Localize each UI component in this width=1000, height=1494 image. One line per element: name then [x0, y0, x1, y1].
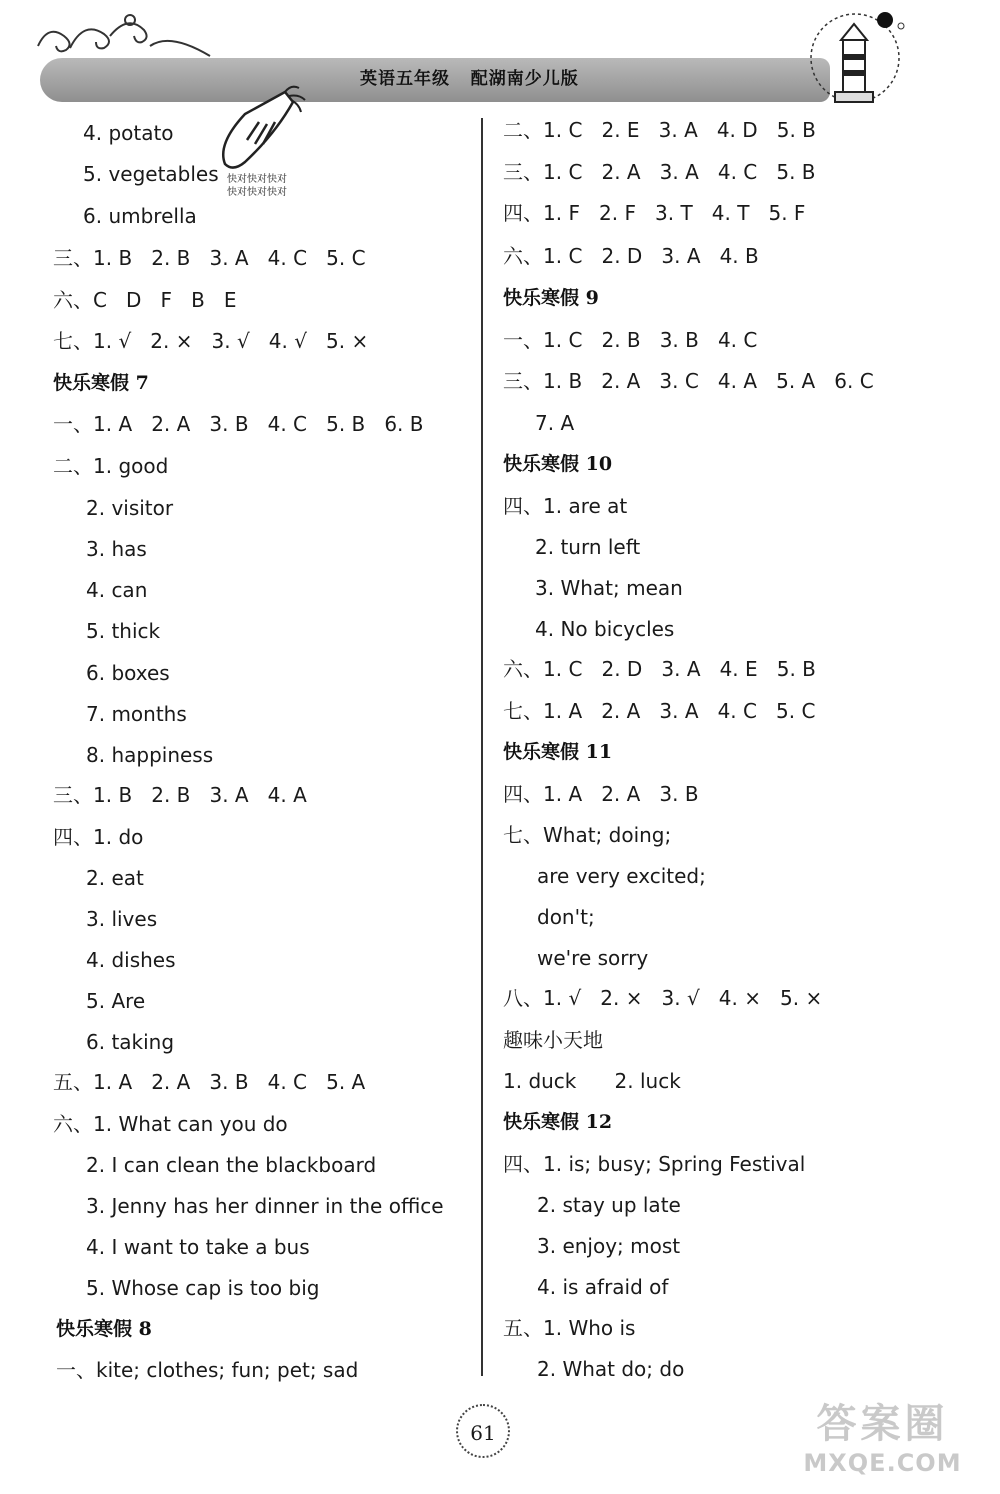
answer-line: 3. enjoy; most [537, 1234, 681, 1258]
page-number: 61 [456, 1404, 510, 1458]
answer-line: 7. months [86, 702, 187, 726]
answer-line: 6. taking [86, 1030, 175, 1054]
answer-line: 4. No bicycles [535, 617, 675, 641]
answer-line: 1. duck 2. luck [503, 1069, 681, 1093]
carrot-icon [215, 84, 315, 174]
answer-line: 六、1. What can you do [53, 1112, 288, 1136]
section-heading: 快乐寒假 11 [503, 741, 613, 763]
answer-line: don't; [537, 905, 595, 929]
column-divider [481, 118, 483, 1376]
answer-line: 2. visitor [86, 496, 174, 520]
sticker-text: 快对快对快对 [227, 174, 287, 185]
answer-line: 一、1. A 2. A 3. B 4. C 5. B 6. B [53, 412, 424, 436]
answer-line: 一、kite; clothes; fun; pet; sad [56, 1358, 359, 1382]
answer-line: 5. Are [86, 989, 146, 1013]
answer-line: 2. turn left [535, 535, 641, 559]
watermark-logo [770, 1400, 995, 1490]
answer-line: 一、1. C 2. B 3. B 4. C [503, 328, 758, 352]
answer-line: 5. vegetables [83, 162, 219, 186]
answer-line: 4. can [86, 578, 148, 602]
answer-line: 4. is afraid of [537, 1275, 669, 1299]
answer-line: 四、1. do [53, 825, 144, 849]
answer-line: 二、1. C 2. E 3. A 4. D 5. B [503, 118, 816, 142]
answer-line: 四、1. A 2. A 3. B [503, 782, 699, 806]
answer-line: 5. thick [86, 619, 161, 643]
watermark-title: 答案圈 [816, 1401, 949, 1447]
answer-line: 4. dishes [86, 948, 176, 972]
answer-line: 六、C D F B E [53, 288, 237, 312]
answer-line: 6. umbrella [83, 204, 197, 228]
answer-line: 三、1. B 2. B 3. A 4. C 5. C [53, 246, 366, 270]
section-heading: 快乐寒假 7 [53, 372, 149, 394]
answer-line: 八、1. √ 2. × 3. √ 4. × 5. × [503, 986, 823, 1010]
answer-line: 3. Jenny has her dinner in the office [86, 1194, 444, 1218]
section-heading: 快乐寒假 9 [503, 287, 599, 309]
answer-line: 二、1. good [53, 454, 169, 478]
answer-line: are very excited; [537, 864, 706, 888]
answer-line: 五、1. Who is [503, 1316, 636, 1340]
answer-line: 七、1. A 2. A 3. A 4. C 5. C [503, 699, 816, 723]
answer-line: 四、1. are at [503, 494, 628, 518]
answer-line: 6. boxes [86, 661, 170, 685]
answer-line: 三、1. B 2. B 3. A 4. A [53, 783, 307, 807]
section-heading: 快乐寒假 10 [503, 453, 613, 475]
lighthouse-icon [805, 10, 915, 110]
answer-line: 4. potato [83, 121, 174, 145]
swirl-ornament-icon [30, 6, 220, 61]
answer-line: 4. I want to take a bus [86, 1235, 310, 1259]
answer-line: 2. What do; do [537, 1357, 685, 1381]
answer-line: we're sorry [537, 946, 649, 970]
answer-line: 四、1. is; busy; Spring Festival [503, 1152, 806, 1176]
answer-line: 5. Whose cap is too big [86, 1276, 320, 1300]
answer-line: 四、1. F 2. F 3. T 4. T 5. F [503, 201, 806, 225]
answer-line: 3. What; mean [535, 576, 683, 600]
watermark-url: MXQE.COM [803, 1449, 962, 1477]
answer-line: 7. A [535, 411, 575, 435]
answer-line: 五、1. A 2. A 3. B 4. C 5. A [53, 1070, 366, 1094]
sticker-text: 快对快对快对 [227, 187, 287, 198]
answer-line: 七、What; doing; [503, 823, 672, 847]
answer-line: 三、1. B 2. A 3. C 4. A 5. A 6. C [503, 369, 874, 393]
answer-line: 2. eat [86, 866, 144, 890]
answer-line: 三、1. C 2. A 3. A 4. C 5. B [503, 160, 816, 184]
answer-line: 2. stay up late [537, 1193, 681, 1217]
section-heading: 快乐寒假 8 [56, 1318, 152, 1340]
section-heading: 快乐寒假 12 [503, 1111, 613, 1133]
answer-line: 3. lives [86, 907, 158, 931]
answer-line: 8. happiness [86, 743, 214, 767]
answer-line: 3. has [86, 537, 147, 561]
answer-line: 七、1. √ 2. × 3. √ 4. √ 5. × [53, 329, 369, 353]
answer-line: 六、1. C 2. D 3. A 4. E 5. B [503, 657, 816, 681]
answer-line: 2. I can clean the blackboard [86, 1153, 377, 1177]
page-header-title: 英语五年级 配湖南少儿版 [360, 69, 579, 89]
answer-line: 六、1. C 2. D 3. A 4. B [503, 244, 759, 268]
section-subheading: 趣味小天地 [503, 1028, 603, 1052]
